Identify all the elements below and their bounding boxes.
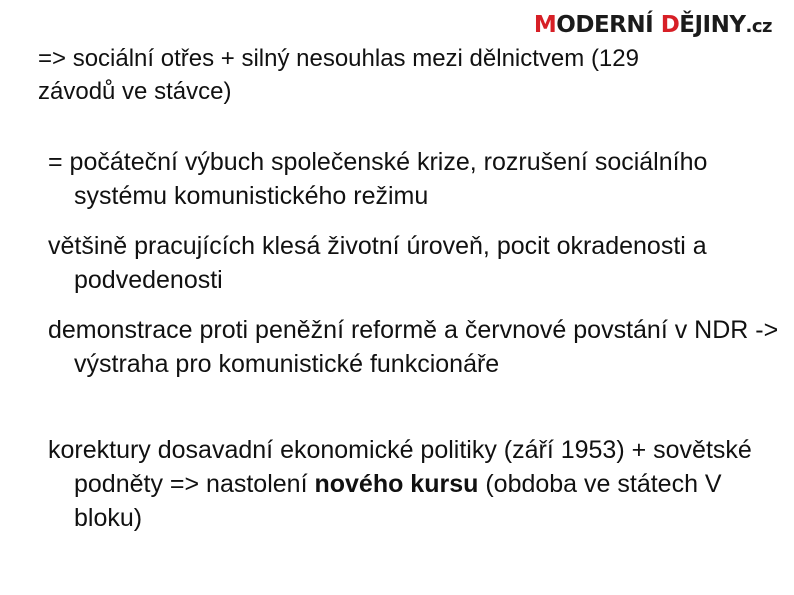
intro-text: => sociální otřes + silný nesouhlas mezi dělnictvem (129 závodů ve stávce)	[38, 45, 639, 105]
bullet-item: většině pracujících klesá životní úroveň, pocit okradenosti a podvedenosti	[48, 232, 707, 294]
bullet-item: demonstrace proti peněžní reformě a červnové povstání v NDR -> výstraha pro komunistické funkcionáře	[48, 316, 779, 378]
bullet-text-after: (obdoba ve státech V bloku)	[74, 470, 722, 532]
logo-domain: .cz	[745, 16, 772, 37]
bullet-item	[48, 433, 794, 535]
logo-word-moderni: ODERNÍ	[556, 12, 661, 38]
bullet-text-bold: nového kursu	[314, 470, 479, 498]
logo-letter-d: D	[660, 12, 680, 38]
logo-letter-m: M	[533, 12, 557, 38]
logo-word-dejiny: ĚJINY	[679, 12, 746, 38]
bullet-text-before: korektury dosavadní ekonomické politiky (září 1953) + sovětské podněty => nastolení	[48, 436, 752, 498]
site-logo	[534, 10, 772, 42]
bullet-item: = počáteční výbuch společenské krize, rozrušení sociálního systému komunistického režimu	[48, 148, 708, 210]
